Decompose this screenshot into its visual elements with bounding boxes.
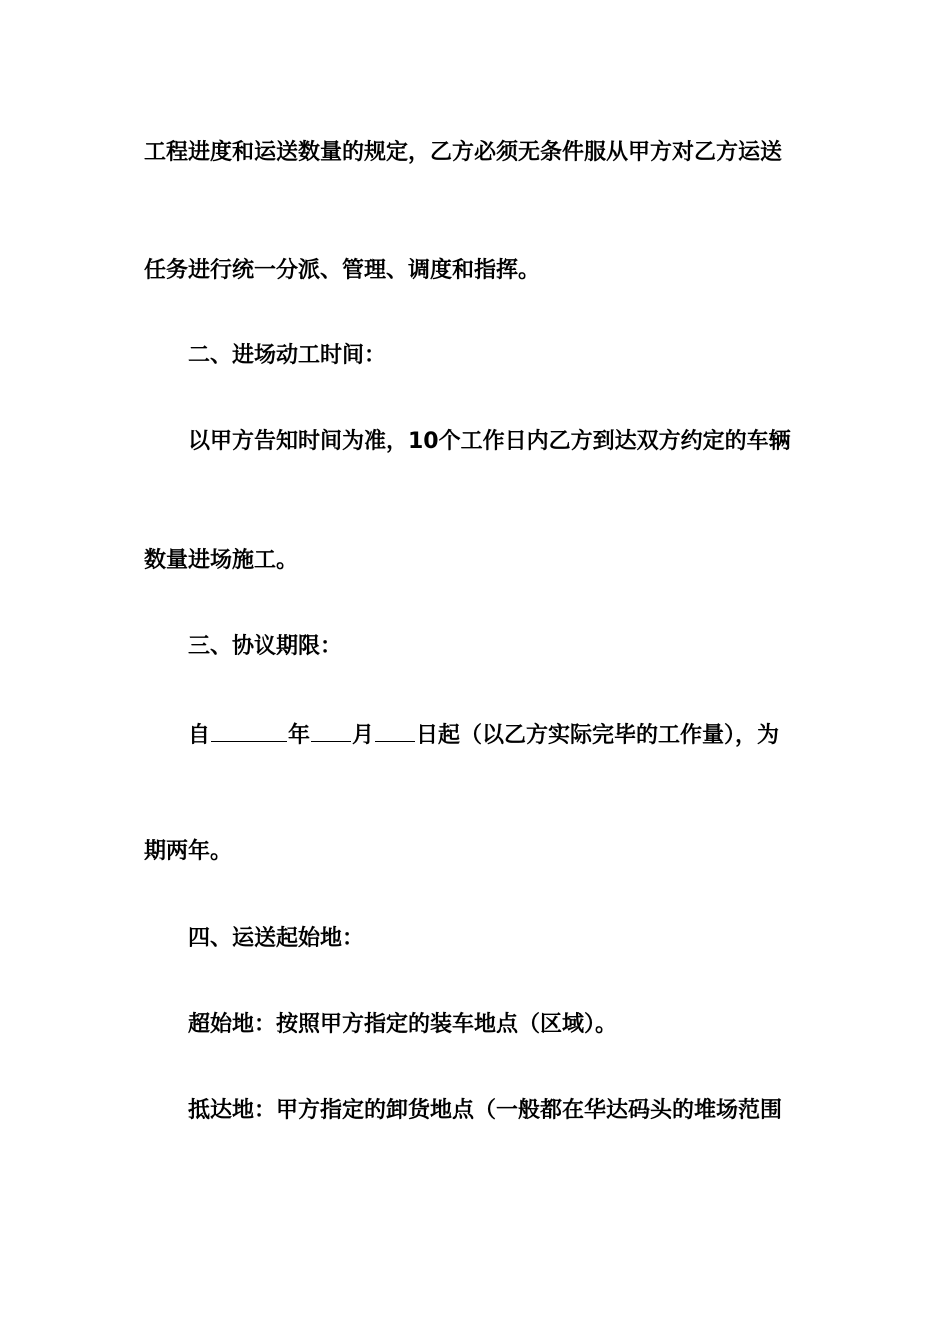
month-blank [311, 719, 351, 742]
year-blank [211, 719, 287, 742]
paragraph-line-5: 数量进场施工。 [144, 548, 299, 573]
term-text-from: 自 [188, 723, 211, 748]
paragraph-line-2: 任务进行统一分派、管理、调度和指挥。 [144, 258, 541, 283]
term-text-month: 月 [352, 723, 375, 748]
term-text-rest: 日起（以乙方实际完毕的工作量），为 [416, 723, 780, 748]
section-heading-2: 二、进场动工时间： [188, 343, 387, 368]
term-text-year: 年 [288, 723, 311, 748]
day-blank [375, 719, 415, 742]
paragraph-line-8: 期两年。 [144, 839, 233, 864]
term-line [188, 719, 779, 751]
section-heading-4: 四、运送起始地： [188, 926, 365, 951]
paragraph-line-4: 以甲方告知时间为准，10个工作日内乙方到达双方约定的车辆 [188, 429, 791, 454]
paragraph-line-10: 超始地：按照甲方指定的装车地点（区域）。 [188, 1012, 618, 1037]
section-heading-3: 三、协议期限： [188, 634, 343, 659]
paragraph-line-11: 抵达地：甲方指定的卸货地点（一般都在华达码头的堆场范围 [188, 1098, 783, 1123]
paragraph-line-1: 工程进度和运送数量的规定，乙方必须无条件服从甲方对乙方运送 [144, 140, 783, 165]
